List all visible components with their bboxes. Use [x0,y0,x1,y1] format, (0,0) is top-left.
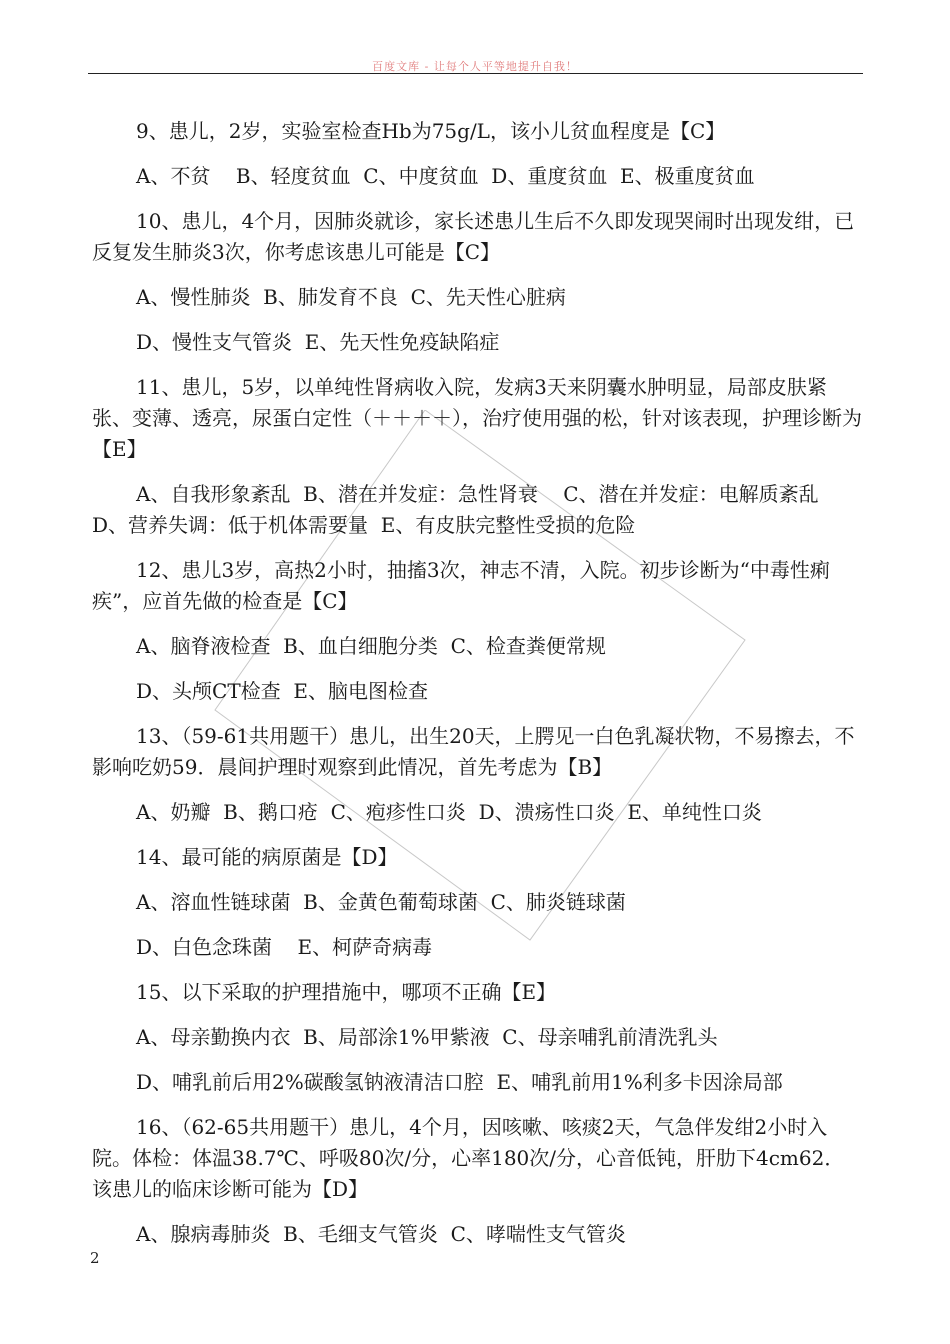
document-body [92,116,862,1264]
question-11: 11、患儿，5岁，以单纯性肾病收入院，发病3天来阴囊水肿明显，局部皮肤紧张、变薄、透亮，尿蛋白定性（＋＋＋＋），治疗使用强的松，针对该表现，护理诊断为【E】 [92,375,862,461]
options-16: A、腺病毒肺炎 B、毛细支气管炎 C、哮喘性支气管炎 [136,1222,626,1246]
question-16: 16、（62-65共用题干）患儿，4个月，因咳嗽、咳痰2天，气急伴发绀2小时入院。体检：体温38.7℃、呼吸80次/分，心率180次/分，心音低钝，肝肋下4cm62．该患儿的临床诊断可能为【D】 [92,1115,845,1201]
options-13: A、奶瓣 B、鹅口疮 C、疱疹性口炎 D、溃疡性口炎 E、单纯性口炎 [136,800,762,824]
options-9: A、不贫 B、轻度贫血 C、中度贫血 D、重度贫血 E、极重度贫血 [136,164,755,188]
options-14-line-2: D、白色念珠菌 E、柯萨奇病毒 [136,935,433,959]
options-10-line-2: D、慢性支气管炎 E、先天性免疫缺陷症 [136,330,500,354]
page-header-text: 百度文库 - 让每个人平等地提升自我！ [372,60,578,73]
options-15-line-1: A、母亲勤换内衣 B、局部涂1%甲紫液 C、母亲哺乳前清洗乳头 [136,1025,718,1049]
question-10: 10、患儿，4个月，因肺炎就诊，家长述患儿生后不久即发现哭闹时出现发绀，已反复发生肺炎3次，你考虑该患儿可能是【C】 [92,209,855,264]
options-14-line-1: A、溶血性链球菌 B、金黄色葡萄球菌 C、肺炎链球菌 [136,890,626,914]
question-9: 9、患儿，2岁，实验室检查Hb为75g/L，该小儿贫血程度是【C】 [136,119,726,143]
header-rule [88,73,863,74]
question-13: 13、（59-61共用题干）患儿，出生20天，上腭见一白色乳凝状物，不易擦去，不影响吃奶59．晨间护理时观察到此情况，首先考虑为【B】 [92,724,855,779]
question-14: 14、最可能的病原菌是【D】 [136,845,398,869]
options-10-line-1: A、慢性肺炎 B、肺发育不良 C、先天性心脏病 [136,285,566,309]
options-12-line-1: A、脑脊液检查 B、血白细胞分类 C、检查粪便常规 [136,634,606,658]
options-15-line-2: D、哺乳前后用2%碳酸氢钠液清洁口腔 E、哺乳前用1%利多卡因涂局部 [136,1070,783,1094]
question-12: 12、患儿3岁，高热2小时，抽搐3次，神志不清，入院。初步诊断为“中毒性痢疾”，应首先做的检查是【C】 [92,558,830,613]
options-12-line-2: D、头颅CT检查 E、脑电图检查 [136,679,428,703]
page-number: 2 [90,1249,100,1267]
options-11: A、自我形象紊乱 B、潜在并发症：急性肾衰 C、潜在并发症：电解质紊乱 D、营养失调：低于机体需要量 E、有皮肤完整性受损的危险 [92,482,832,537]
question-15: 15、以下采取的护理措施中，哪项不正确【E】 [136,980,557,1004]
